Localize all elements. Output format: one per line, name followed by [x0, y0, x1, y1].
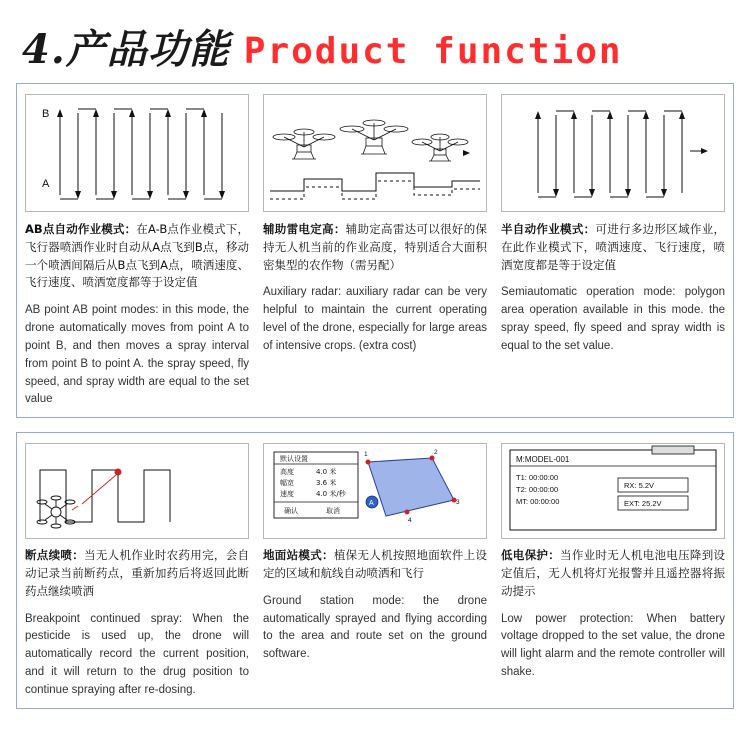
card-row-bottom	[25, 443, 725, 700]
card-cn-heading: 半自动作业模式：	[501, 222, 596, 236]
waypoint-1	[366, 460, 371, 465]
card-cn-text	[25, 221, 249, 292]
page-title-en: Product function	[243, 31, 623, 72]
card-ab-point-mode	[25, 94, 249, 409]
value-height: 4.0 米	[316, 468, 337, 477]
page-title-cn: 4.产品功能	[22, 26, 230, 73]
section-bottom	[16, 432, 734, 709]
card-cn-text	[501, 221, 725, 274]
card-en-text: Semiautomatic operation mode: polygon area operation available in this mode. the spray speed, fly speed and spray width is equal to the set value.	[501, 286, 725, 352]
cancel-button[interactable]: 取消	[326, 507, 340, 516]
waypoint-2	[430, 456, 435, 461]
card-cn-body: 可进行多边形区域作业，在此作业模式下，喷洒速度、飞行速度，喷洒宽度都是等于设定值	[501, 222, 726, 272]
waypoint-label-4: 4	[408, 517, 412, 525]
panel-title: 默认设置	[280, 455, 308, 464]
antenna-bar	[652, 446, 694, 454]
polygon-route-svg	[502, 95, 724, 211]
waypoint-4	[405, 510, 410, 515]
confirm-button[interactable]: 确认	[284, 507, 298, 516]
card-cn-body: 辅助定高雷达可以很好的保持无人机当前的作业高度，特别适合大面积密集型的农作物（需另配）	[263, 222, 488, 272]
label-height: 高度	[280, 468, 294, 477]
t2-text: T2: 00:00:00	[516, 485, 559, 495]
breakpoint-svg	[26, 444, 248, 538]
page-title	[0, 0, 750, 83]
card-cn-text	[263, 547, 487, 583]
card-cn-text	[25, 547, 249, 600]
value-width: 3.6 米	[316, 479, 337, 488]
breakpoint-marker	[115, 469, 122, 476]
card-low-power-protection	[501, 443, 725, 700]
label-b: B	[42, 108, 50, 120]
polygon-route-diagram	[501, 94, 725, 212]
card-cn-body: 在A-B点作业模式下，飞行器喷洒作业时自动从A点飞到B点，移动一个喷洒间隔后从B点飞到A点，喷洒速度、飞行速度、喷洒宽度都等于设定值	[25, 222, 249, 290]
card-cn-heading: 断点续喷：	[25, 548, 85, 563]
card-auxiliary-radar	[263, 94, 487, 409]
waypoint-label-1: 1	[364, 451, 368, 459]
t1-text: T1: 00:00:00	[516, 473, 559, 483]
controller-svg	[502, 444, 724, 538]
ground-station-ui-diagram	[263, 443, 487, 539]
card-cn-text	[501, 547, 725, 600]
label-a: A	[42, 178, 50, 190]
section-top	[16, 83, 734, 418]
card-cn-heading: AB点自动作业模式：	[25, 222, 137, 236]
card-cn-body: 当无人机作业时农药用完，会自动记录当前断药点，重新加药后将返回此断药点继续喷洒	[25, 548, 250, 598]
work-area-polygon	[368, 458, 454, 516]
ab-route-svg	[26, 95, 248, 211]
mt-text: MT: 00:00:00	[516, 497, 560, 507]
controller-screen-diagram	[501, 443, 725, 539]
card-en-text: Ground station mode: the drone automatically sprayed and flying according to the area and route set on the ground software.	[263, 594, 487, 661]
card-ground-station-mode	[263, 443, 487, 700]
card-breakpoint-spray	[25, 443, 249, 700]
card-cn-heading: 辅助雷电定高：	[263, 222, 346, 236]
label-width: 幅宽	[280, 479, 294, 488]
waypoint-label-3: 3	[456, 499, 460, 507]
drone-over-terrain-diagram	[263, 94, 487, 212]
rx-text: RX: 5.2V	[624, 481, 655, 491]
drone-terrain-svg	[264, 95, 486, 211]
point-a-label: A	[369, 500, 374, 508]
drone-icon	[37, 496, 75, 528]
breakpoint-route-diagram	[25, 443, 249, 539]
card-cn-body: 植保无人机按照地面软件上设定的区域和航线自动喷洒和飞行	[263, 548, 488, 580]
ab-point-route-diagram	[25, 94, 249, 212]
card-en-text: Auxiliary radar: auxiliary radar can be very helpful to maintain the current operating level of the drone, especially for large areas of intensive crops. (extra cost)	[263, 286, 487, 352]
card-cn-text	[263, 221, 487, 274]
card-semiautomatic-mode	[501, 94, 725, 409]
card-cn-heading: 低电保护：	[501, 548, 561, 563]
waypoint-label-2: 2	[434, 449, 438, 457]
card-cn-heading: 地面站模式：	[263, 548, 334, 563]
value-speed: 4.0 米/秒	[316, 490, 346, 499]
card-en-text: Low power protection: When battery voltage dropped to the set value, the drone will light alarm and the remote controller will shake.	[501, 612, 725, 678]
card-row-top	[25, 94, 725, 409]
model-text: M:MODEL-001	[516, 455, 570, 465]
card-en-text: Breakpoint continued spray: When the pesticide is used up, the drone will automatically record the current position, and it will return to the drug position to continue spraying after re-dosing.	[25, 612, 249, 696]
card-cn-body: 当作业时无人机电池电压降到设定值后，无人机将灯光报警并且遥控器将振动提示	[501, 548, 726, 598]
ext-text: EXT: 25.2V	[624, 499, 662, 509]
card-en-text: AB point AB point modes: in this mode, the drone automatically moves from point A to point B, and then moves a spray interval from point B to point A. the spray speed, fly speed, and spray width are equal to the set value	[25, 304, 249, 406]
label-speed: 速度	[280, 490, 294, 499]
ground-station-svg	[264, 444, 486, 538]
